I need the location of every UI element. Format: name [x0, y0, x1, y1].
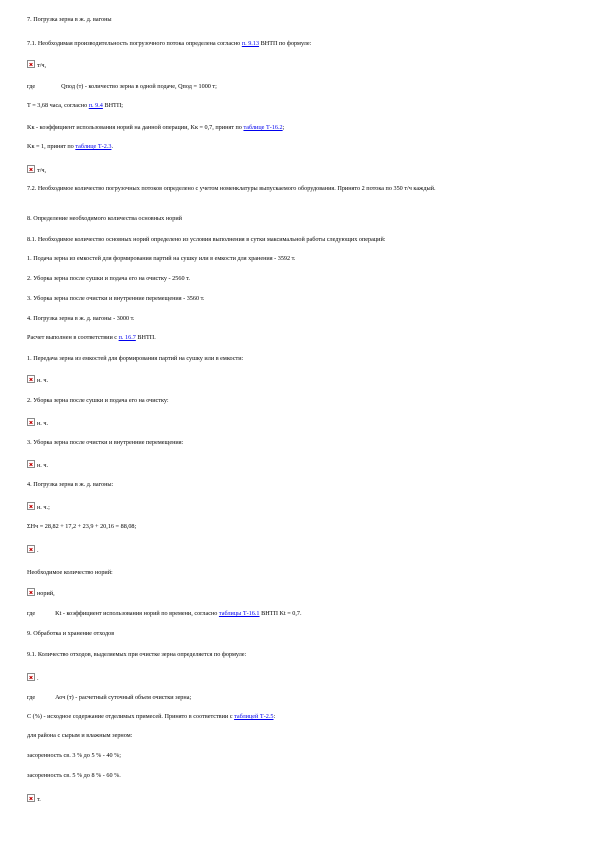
broken-image-icon	[27, 418, 35, 426]
calc-reference: Расчет выполнен в соответствии с п. 16.7 ВНТП.	[27, 334, 156, 341]
formula-line-5: .	[27, 673, 39, 683]
calc-step-3: 3. Уборка зерна после очистки и внутренние перемещения:	[27, 439, 184, 446]
formula-line-3: .	[27, 545, 39, 555]
operation-4: 4. Погрузка зерна в ж. д. вагоны - 3000 т.	[27, 315, 135, 322]
paragraph-9-1: 9.1. Количество отходов, выделяемых при очистке зерна определяется по формуле:	[27, 651, 247, 658]
operation-1: 1. Подача зерна из емкостей для формирования партий на сушку или в емкости для хранения - 3592 т.	[27, 255, 296, 262]
calc-step-4: 4. Погрузка зерна в ж. д. вагоны:	[27, 481, 114, 488]
link-p-9-13[interactable]: п. 9.13	[241, 40, 260, 47]
link-p-16-7[interactable]: п. 16.7	[118, 334, 136, 341]
broken-image-icon	[27, 375, 35, 383]
region-note: для района с сырым и влажным зерном:	[27, 732, 133, 739]
where-line-2: где Kt - коэффициент использования норий по времени, согласно таблицы Т-16.1 ВНТП Kt = 0,7.	[27, 610, 302, 617]
link-p-9-4[interactable]: п. 9.4	[88, 102, 103, 109]
calc-step-2: 2. Уборка зерна после сушки и подача его на очистку:	[27, 397, 169, 404]
sum-line: ΣНч = 28,82 + 17,2 + 23,9 + 20,16 = 88,08;	[27, 523, 137, 530]
formula-line-1: т/ч,	[27, 60, 46, 70]
broken-image-icon	[27, 794, 35, 802]
broken-image-icon	[27, 60, 35, 68]
operation-2: 2. Уборка зерна после сушки и подача его на очистку - 2560 т.	[27, 275, 190, 282]
formula-line-2: т/ч,	[27, 165, 46, 175]
impurity-3-5: засоренность св. 3 % до 5 % - 40 %;	[27, 752, 122, 759]
link-table-t-2-5[interactable]: таблицей Т-2.5	[234, 713, 274, 720]
operation-3: 3. Уборка зерна после очистки и внутренние перемещения - 3560 т.	[27, 295, 205, 302]
paragraph-7-1: 7.1. Необходимая производительность погрузочного потока определена согласно п. 9.13 ВНТП по формуле:	[27, 40, 312, 47]
param-Kk-1: Kк = 1, принят по таблице Т-2.3.	[27, 143, 113, 150]
broken-image-icon	[27, 673, 35, 681]
calc-result-1: н. ч.	[27, 375, 48, 385]
formula-line-4: норий,	[27, 588, 55, 598]
broken-image-icon	[27, 502, 35, 510]
param-T: T = 3,68 часа, согласно п. 9.4 ВНТП;	[27, 102, 123, 109]
where-line-1: где Qпод (т) - количество зерна в одной подаче, Qпод = 1000 т;	[27, 83, 217, 90]
broken-image-icon	[27, 165, 35, 173]
param-C: C (%) - исходное содержание отделимых примесей. Принято в соответствии с таблицей Т-2.5:	[27, 713, 276, 720]
link-table-t-2-3[interactable]: таблице Т-2.3	[75, 143, 112, 150]
broken-image-icon	[27, 460, 35, 468]
calc-result-3: н. ч.	[27, 460, 48, 470]
link-table-t-16-2[interactable]: таблице Т-16.2	[243, 124, 283, 131]
section-heading-7: 7. Погрузка зерна в ж. д. вагоны	[27, 16, 112, 23]
param-Kk: Kк - коэффициент использования норий на данной операции, Kк = 0,7, принят по таблице Т-16.2;	[27, 124, 285, 131]
broken-image-icon	[27, 588, 35, 596]
section-heading-9: 9. Обработка и хранение отходов	[27, 630, 115, 637]
paragraph-8-1: 8.1. Необходимое количество основных норий определено из условия выполнения в сутки максимальной работы следующих операций:	[27, 236, 386, 243]
section-heading-8: 8. Определение необходимого количества основных норий	[27, 215, 182, 222]
paragraph-7-2: 7.2. Необходимое количество погрузочных потоков определено с учетом номенклатуры выпускаемого оборудования. Принято 2 потока по 350 т/ч каждый.	[27, 185, 436, 192]
formula-line-6: т.	[27, 794, 41, 804]
required-elevators: Необходимое количество норий:	[27, 569, 113, 576]
calc-result-2: н. ч.	[27, 418, 48, 428]
link-table-t-16-1[interactable]: таблицы Т-16.1	[218, 610, 260, 617]
where-line-3: где Аоч (т) - расчетный суточный объем очистки зерна;	[27, 694, 192, 701]
calc-step-1: 1. Передача зерна из емкостей для формирования партий на сушку или в емкости:	[27, 355, 244, 362]
calc-result-4: н. ч.;	[27, 502, 50, 512]
impurity-5-8: засоренность св. 5 % до 8 % - 60 %.	[27, 772, 121, 779]
broken-image-icon	[27, 545, 35, 553]
